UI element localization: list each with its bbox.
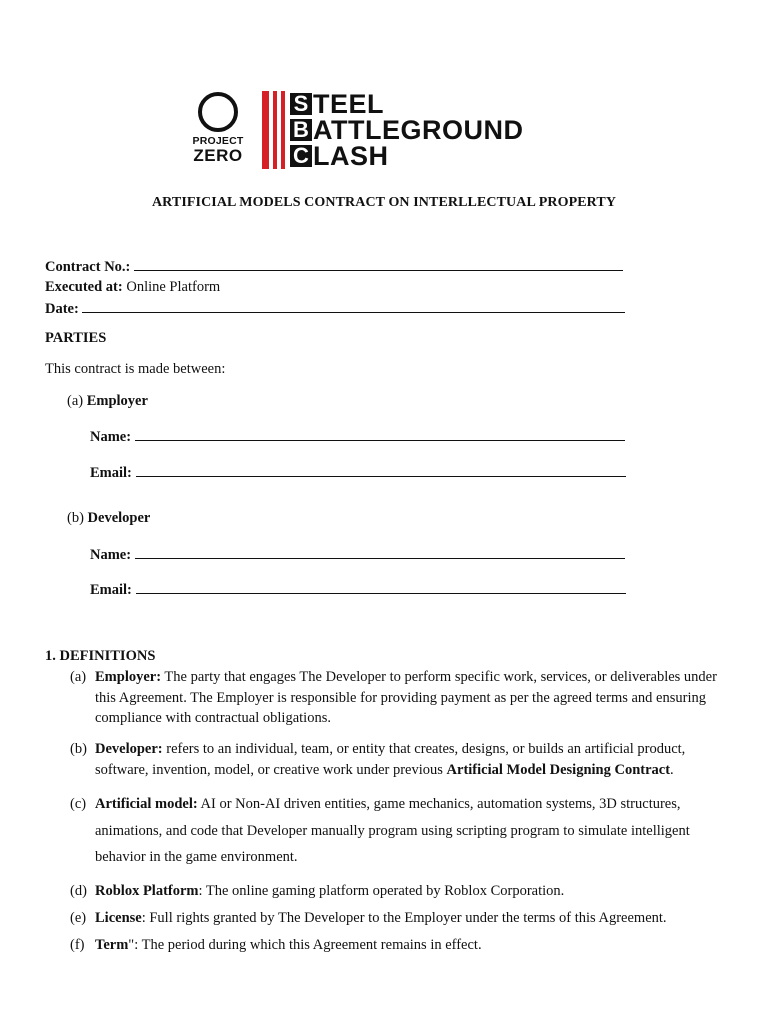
date-blank[interactable] [82, 300, 625, 313]
logo-word-clash: C LASH [290, 143, 523, 169]
logo-word-steel: S TEEL [290, 91, 523, 117]
project-zero-logo [188, 92, 248, 168]
definition-term: (f) Term": The period during which this Agreement remains in effect. [70, 937, 482, 953]
logo-word-battleground: B ATTLEGROUND [290, 117, 523, 143]
developer-name-blank[interactable] [135, 546, 625, 559]
definition-employer: (a) Employer: The party that engages The Developer to perform specific work, services, or deliverables under this Agreement. The Employer is responsible for providing payment as per the agreed terms and ensuring compliance with contractual obligations. [70, 669, 717, 726]
contract-no-row [45, 258, 623, 276]
date-row [45, 300, 625, 318]
employer-email-blank[interactable] [136, 464, 626, 477]
red-bars-icon [262, 91, 288, 169]
contract-no-label: Contract No.: [45, 259, 131, 275]
definition-artificial-model: (c) Artificial model: AI or Non-AI driven entities, game mechanics, automation systems, 3D structures, animations, and code that Developer manually program using scripting program to simulate intelligent behavior in the game environment. [70, 796, 690, 865]
developer-heading: (b) Developer [67, 510, 151, 526]
employer-heading: (a) Employer [67, 393, 148, 409]
developer-email-blank[interactable] [136, 581, 626, 594]
contract-no-blank[interactable] [134, 258, 623, 271]
parties-heading: PARTIES [45, 330, 107, 346]
parties-intro: This contract is made between: [45, 361, 226, 377]
circle-icon [198, 92, 238, 132]
developer-email-row: Email: [90, 581, 626, 599]
definition-developer: (b) Developer: refers to an individual, team, or entity that creates, designs, or builds an artificial product, software, invention, model, or creative work under previous Artificial Model Designing Contract. [70, 741, 686, 778]
definition-roblox-platform: (d) Roblox Platform: The online gaming platform operated by Roblox Corporation. [70, 883, 565, 899]
project-zero-line1: PROJECT [192, 135, 244, 147]
developer-name-row: Name: [90, 546, 625, 564]
employer-name-blank[interactable] [135, 428, 625, 441]
employer-email-row: Email: [90, 464, 626, 482]
executed-at-label: Executed at: [45, 279, 123, 295]
project-zero-line2: ZERO [193, 146, 243, 165]
executed-at-value: Online Platform [126, 279, 221, 295]
employer-name-row: Name: [90, 428, 625, 446]
date-label: Date: [45, 301, 79, 317]
executed-at-row [45, 279, 220, 296]
definition-license: (e) License: Full rights granted by The Developer to the Employer under the terms of this Agreement. [70, 910, 667, 926]
document-title: ARTIFICIAL MODELS CONTRACT ON INTERLLECTUAL PROPERTY [151, 195, 617, 210]
definitions-heading: 1. DEFINITIONS [45, 648, 156, 664]
